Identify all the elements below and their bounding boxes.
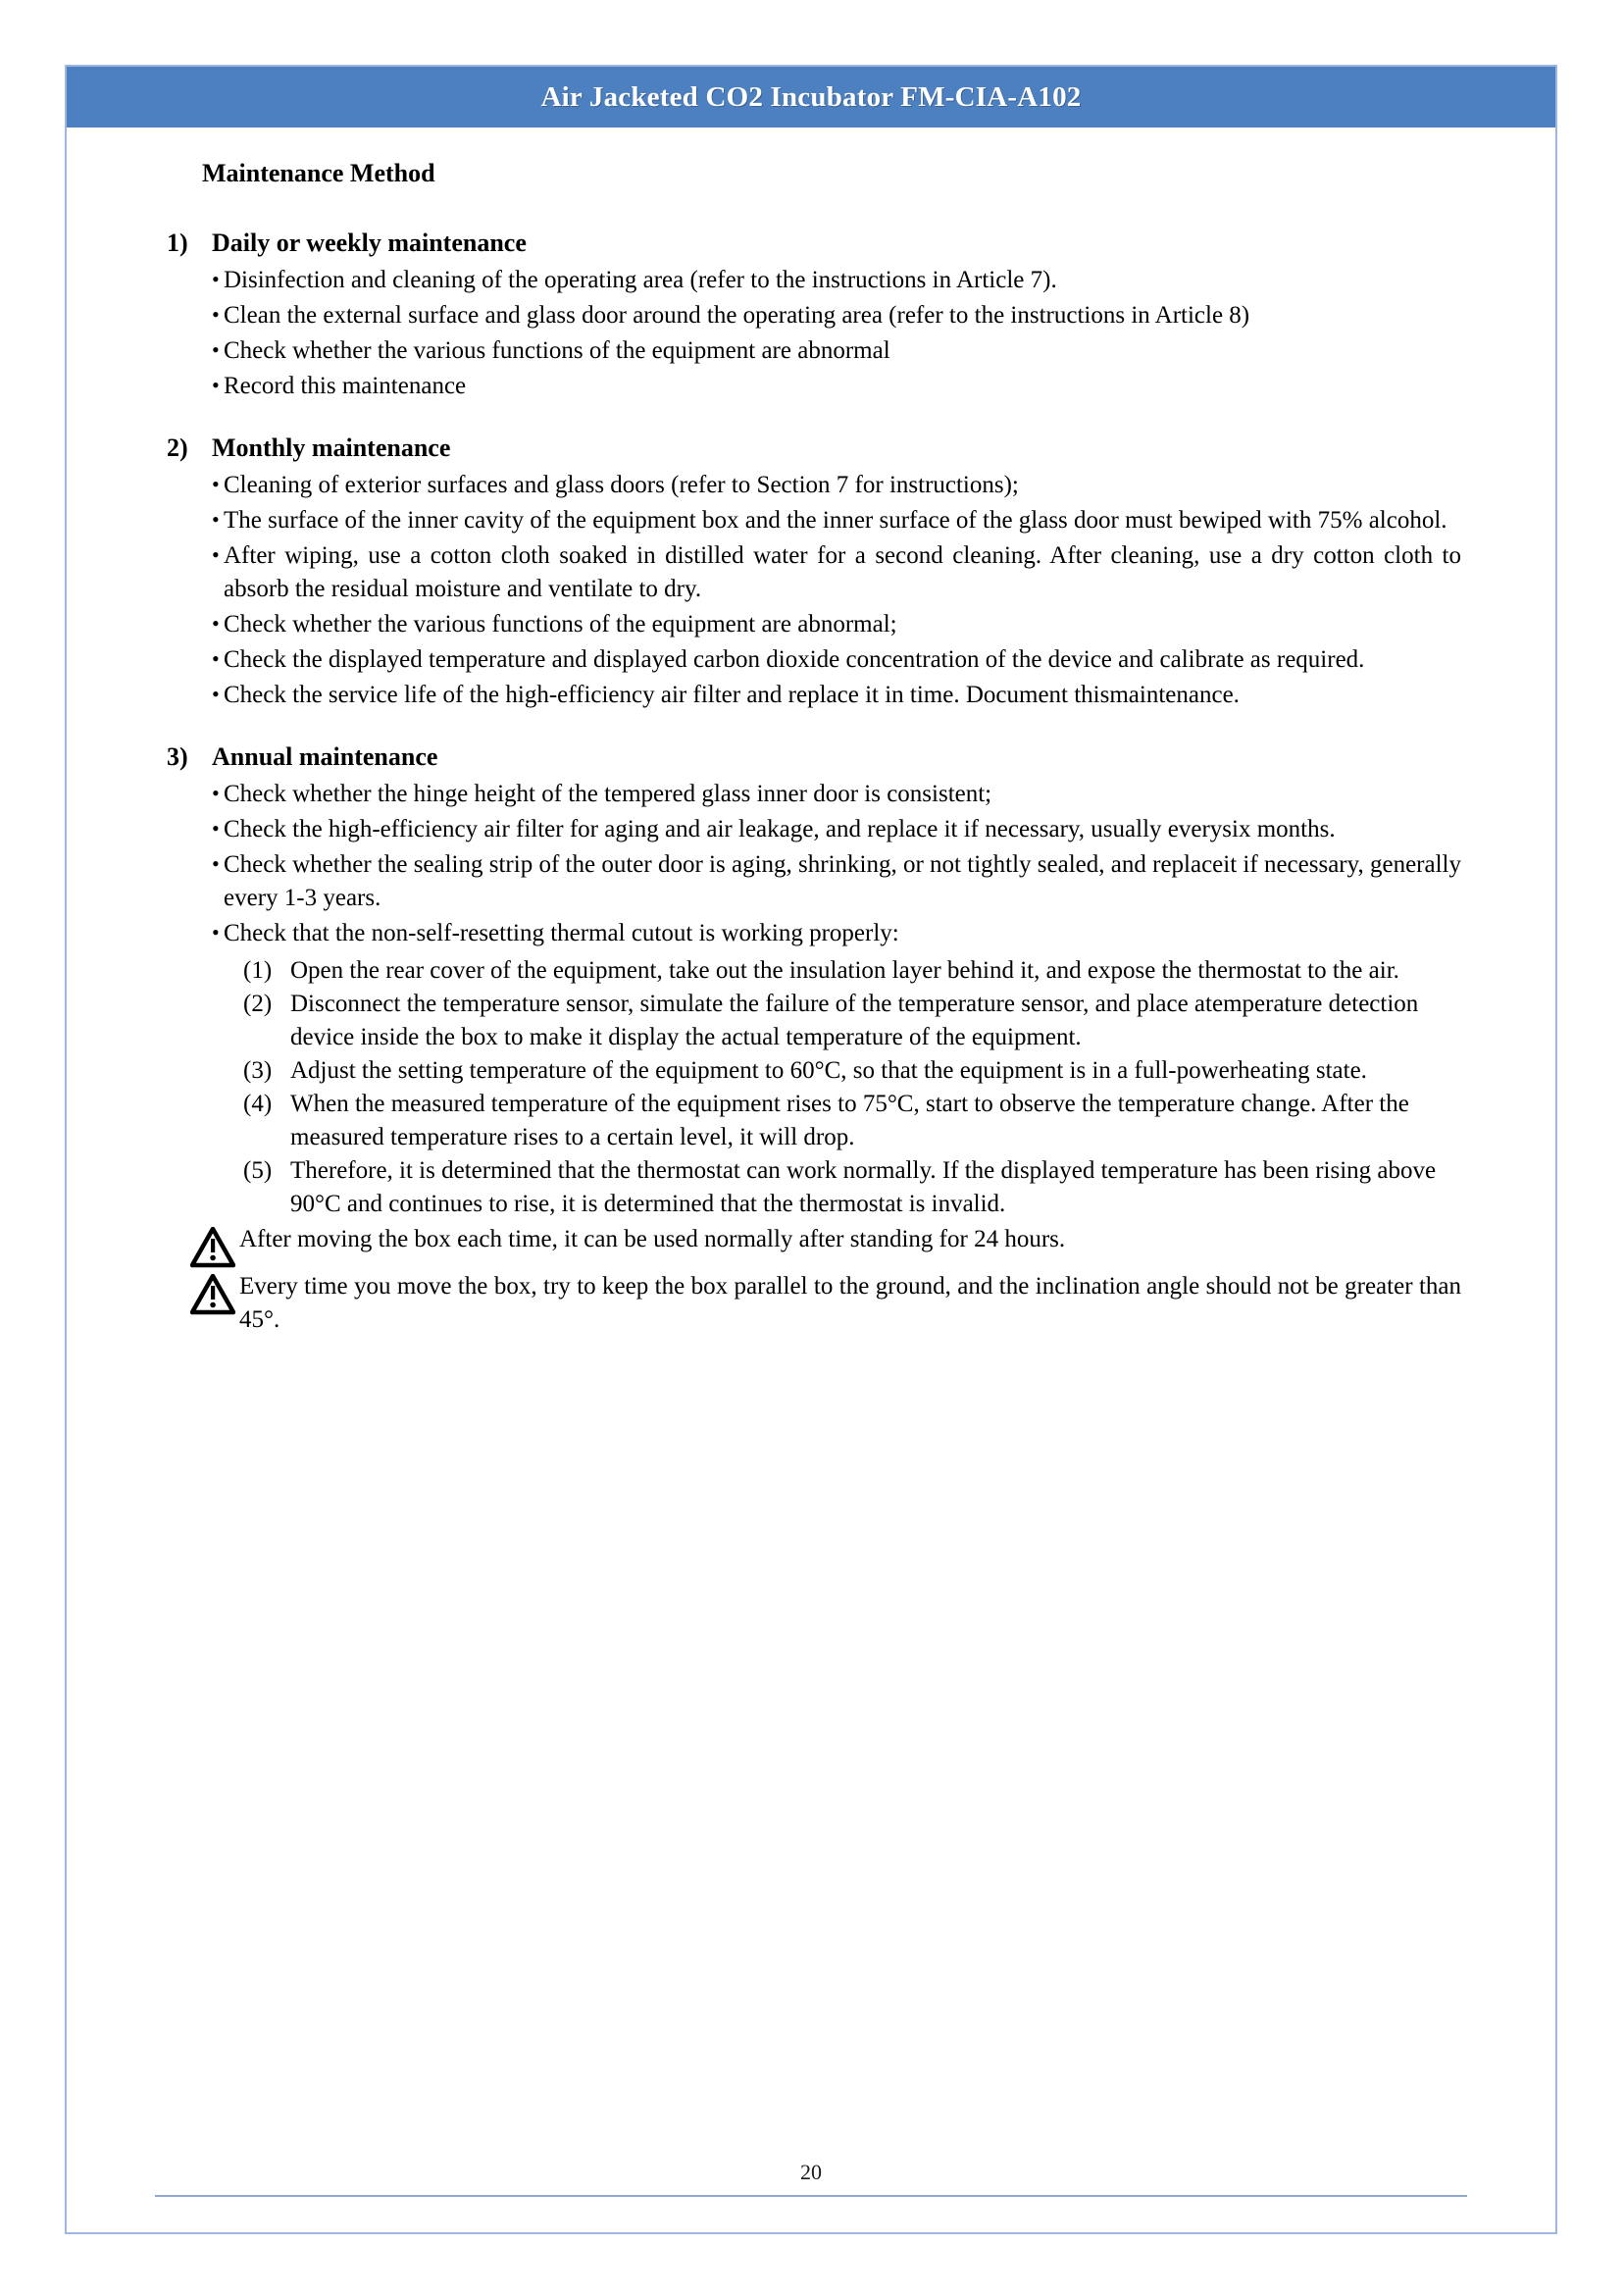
- footer-rule: [155, 2195, 1467, 2197]
- page-header-bar: [67, 67, 1555, 128]
- list-item-text: Check the displayed temperature and displayed carbon dioxide concentration of the device and calibrate as required.: [224, 645, 1365, 673]
- list-item-text: Check that the non-self-resetting thermal cutout is working properly:: [224, 920, 899, 947]
- section-2-bullet-list: [167, 469, 1461, 712]
- bullet-dot-icon: •: [212, 541, 220, 567]
- list-item: [167, 1054, 1461, 1088]
- list-item: [167, 1088, 1461, 1154]
- section-daily-weekly: [167, 226, 1461, 403]
- substep-text: Adjust the setting temperature of the equipment to 60°C, so that the equipment is in a full-powerheating state.: [290, 1057, 1367, 1085]
- list-item: [167, 469, 1461, 502]
- page-title: Air Jacketed CO2 Incubator FM-CIA-A102: [540, 80, 1082, 113]
- warning-notes: [167, 1223, 1461, 1337]
- warning-note-text: After moving the box each time, it can be used normally after standing for 24 hours.: [239, 1226, 1066, 1253]
- thermal-cutout-substeps: [167, 954, 1461, 1221]
- page-number: 20: [800, 2160, 822, 2184]
- bullet-dot-icon: •: [212, 781, 220, 806]
- list-item-text: Check whether the sealing strip of the outer door is aging, shrinking, or not tightly sealed, and replaceit if necessary, generally every 1-3 years.: [224, 851, 1461, 912]
- section-1-bullet-list: [167, 264, 1461, 403]
- bullet-dot-icon: •: [212, 851, 220, 877]
- warning-triangle-icon: [167, 1270, 239, 1315]
- substep-text: Disconnect the temperature sensor, simulate the failure of the temperature sensor, and place atemperature detection device inside the box to make it display the actual temperature of the equipment.: [290, 991, 1419, 1051]
- maintenance-method-heading: Maintenance Method: [202, 159, 435, 187]
- list-item-text: Clean the external surface and glass door around the operating area (refer to the instructions in Article 8): [224, 301, 1250, 329]
- list-item: [167, 608, 1461, 641]
- bullet-dot-icon: •: [212, 301, 220, 327]
- body-text-column: [167, 157, 1461, 1364]
- list-item-text: Check whether the hinge height of the tempered glass inner door is consistent;: [224, 781, 992, 808]
- list-item: [167, 954, 1461, 988]
- list-item: [167, 848, 1461, 915]
- bullet-dot-icon: •: [212, 645, 220, 671]
- substep-text: Therefore, it is determined that the thermostat can work normally. If the displayed temperature has been rising above 90°C and continues to rise, it is determined that the thermostat is invalid.: [290, 1157, 1437, 1218]
- bullet-dot-icon: •: [212, 610, 220, 636]
- bullet-dot-icon: •: [212, 920, 220, 945]
- bullet-dot-icon: •: [212, 681, 220, 706]
- list-item: [167, 504, 1461, 537]
- list-item-text: After wiping, use a cotton cloth soaked in distilled water for a second cleaning. After cleaning, use a dry cotton cloth to absorb the residual moisture and ventilate to dry.: [224, 541, 1461, 602]
- section-2-number: 2): [167, 433, 188, 462]
- substep-number: (2): [243, 991, 273, 1018]
- warning-triangle-icon: [167, 1223, 239, 1268]
- list-item-text: The surface of the inner cavity of the equipment box and the inner surface of the glass door must bewiped with 75% alcohol.: [224, 506, 1447, 534]
- bullet-dot-icon: •: [212, 471, 220, 496]
- document-page: [65, 65, 1557, 2234]
- section-2-title: [167, 431, 1461, 465]
- warning-note: [167, 1223, 1461, 1268]
- list-item-text: Check whether the various functions of the equipment are abnormal;: [224, 610, 897, 638]
- substep-number: (3): [243, 1057, 273, 1085]
- list-item: [167, 679, 1461, 712]
- list-item: [167, 988, 1461, 1054]
- bullet-dot-icon: •: [212, 266, 220, 291]
- section-1-label: Daily or weekly maintenance: [212, 228, 527, 257]
- list-item: [167, 643, 1461, 677]
- section-3-label: Annual maintenance: [212, 741, 438, 771]
- list-item-text: Cleaning of exterior surfaces and glass doors (refer to Section 7 for instructions);: [224, 471, 1019, 498]
- section-3-number: 3): [167, 741, 188, 771]
- list-item-text: Check the service life of the high-efficiency air filter and replace it in time. Document thismaintenance.: [224, 681, 1240, 708]
- substep-text: Open the rear cover of the equipment, take out the insulation layer behind it, and expose the thermostat to the air.: [290, 957, 1399, 985]
- list-item-text: Disinfection and cleaning of the operating area (refer to the instructions in Article 7).: [224, 266, 1057, 293]
- page-footer: [67, 2160, 1555, 2197]
- section-1-title: [167, 226, 1461, 260]
- warning-note: [167, 1270, 1461, 1337]
- list-item-text: Check the high-efficiency air filter for aging and air leakage, and replace it if necessary, usually everysix months.: [224, 816, 1336, 843]
- list-item: [167, 778, 1461, 811]
- substep-number: (5): [243, 1157, 273, 1185]
- substep-number: (1): [243, 957, 273, 985]
- warning-note-text: Every time you move the box, try to keep the box parallel to the ground, and the inclination angle should not be greater than 45°.: [239, 1273, 1461, 1334]
- section-annual: [167, 740, 1461, 1337]
- list-item: [167, 334, 1461, 368]
- list-item: [167, 299, 1461, 332]
- substep-text: When the measured temperature of the equipment rises to 75°C, start to observe the temperature change. After the measured temperature rises to a certain level, it will drop.: [290, 1091, 1409, 1151]
- substep-number: (4): [243, 1091, 273, 1118]
- bullet-dot-icon: •: [212, 816, 220, 842]
- section-3-title: [167, 740, 1461, 774]
- section-monthly: [167, 431, 1461, 712]
- bullet-dot-icon: •: [212, 506, 220, 532]
- bullet-dot-icon: •: [212, 372, 220, 397]
- list-item: [167, 264, 1461, 297]
- list-item: [167, 539, 1461, 606]
- section-2-label: Monthly maintenance: [212, 433, 451, 462]
- list-item-text: Check whether the various functions of the equipment are abnormal: [224, 336, 890, 364]
- list-item: [167, 917, 1461, 950]
- list-item: [167, 370, 1461, 403]
- page-content: [67, 128, 1555, 2232]
- list-item-text: Record this maintenance: [224, 372, 467, 399]
- list-item: [167, 1154, 1461, 1221]
- section-1-number: 1): [167, 228, 188, 257]
- section-3-bullet-list: [167, 778, 1461, 950]
- list-item: [167, 813, 1461, 846]
- bullet-dot-icon: •: [212, 336, 220, 362]
